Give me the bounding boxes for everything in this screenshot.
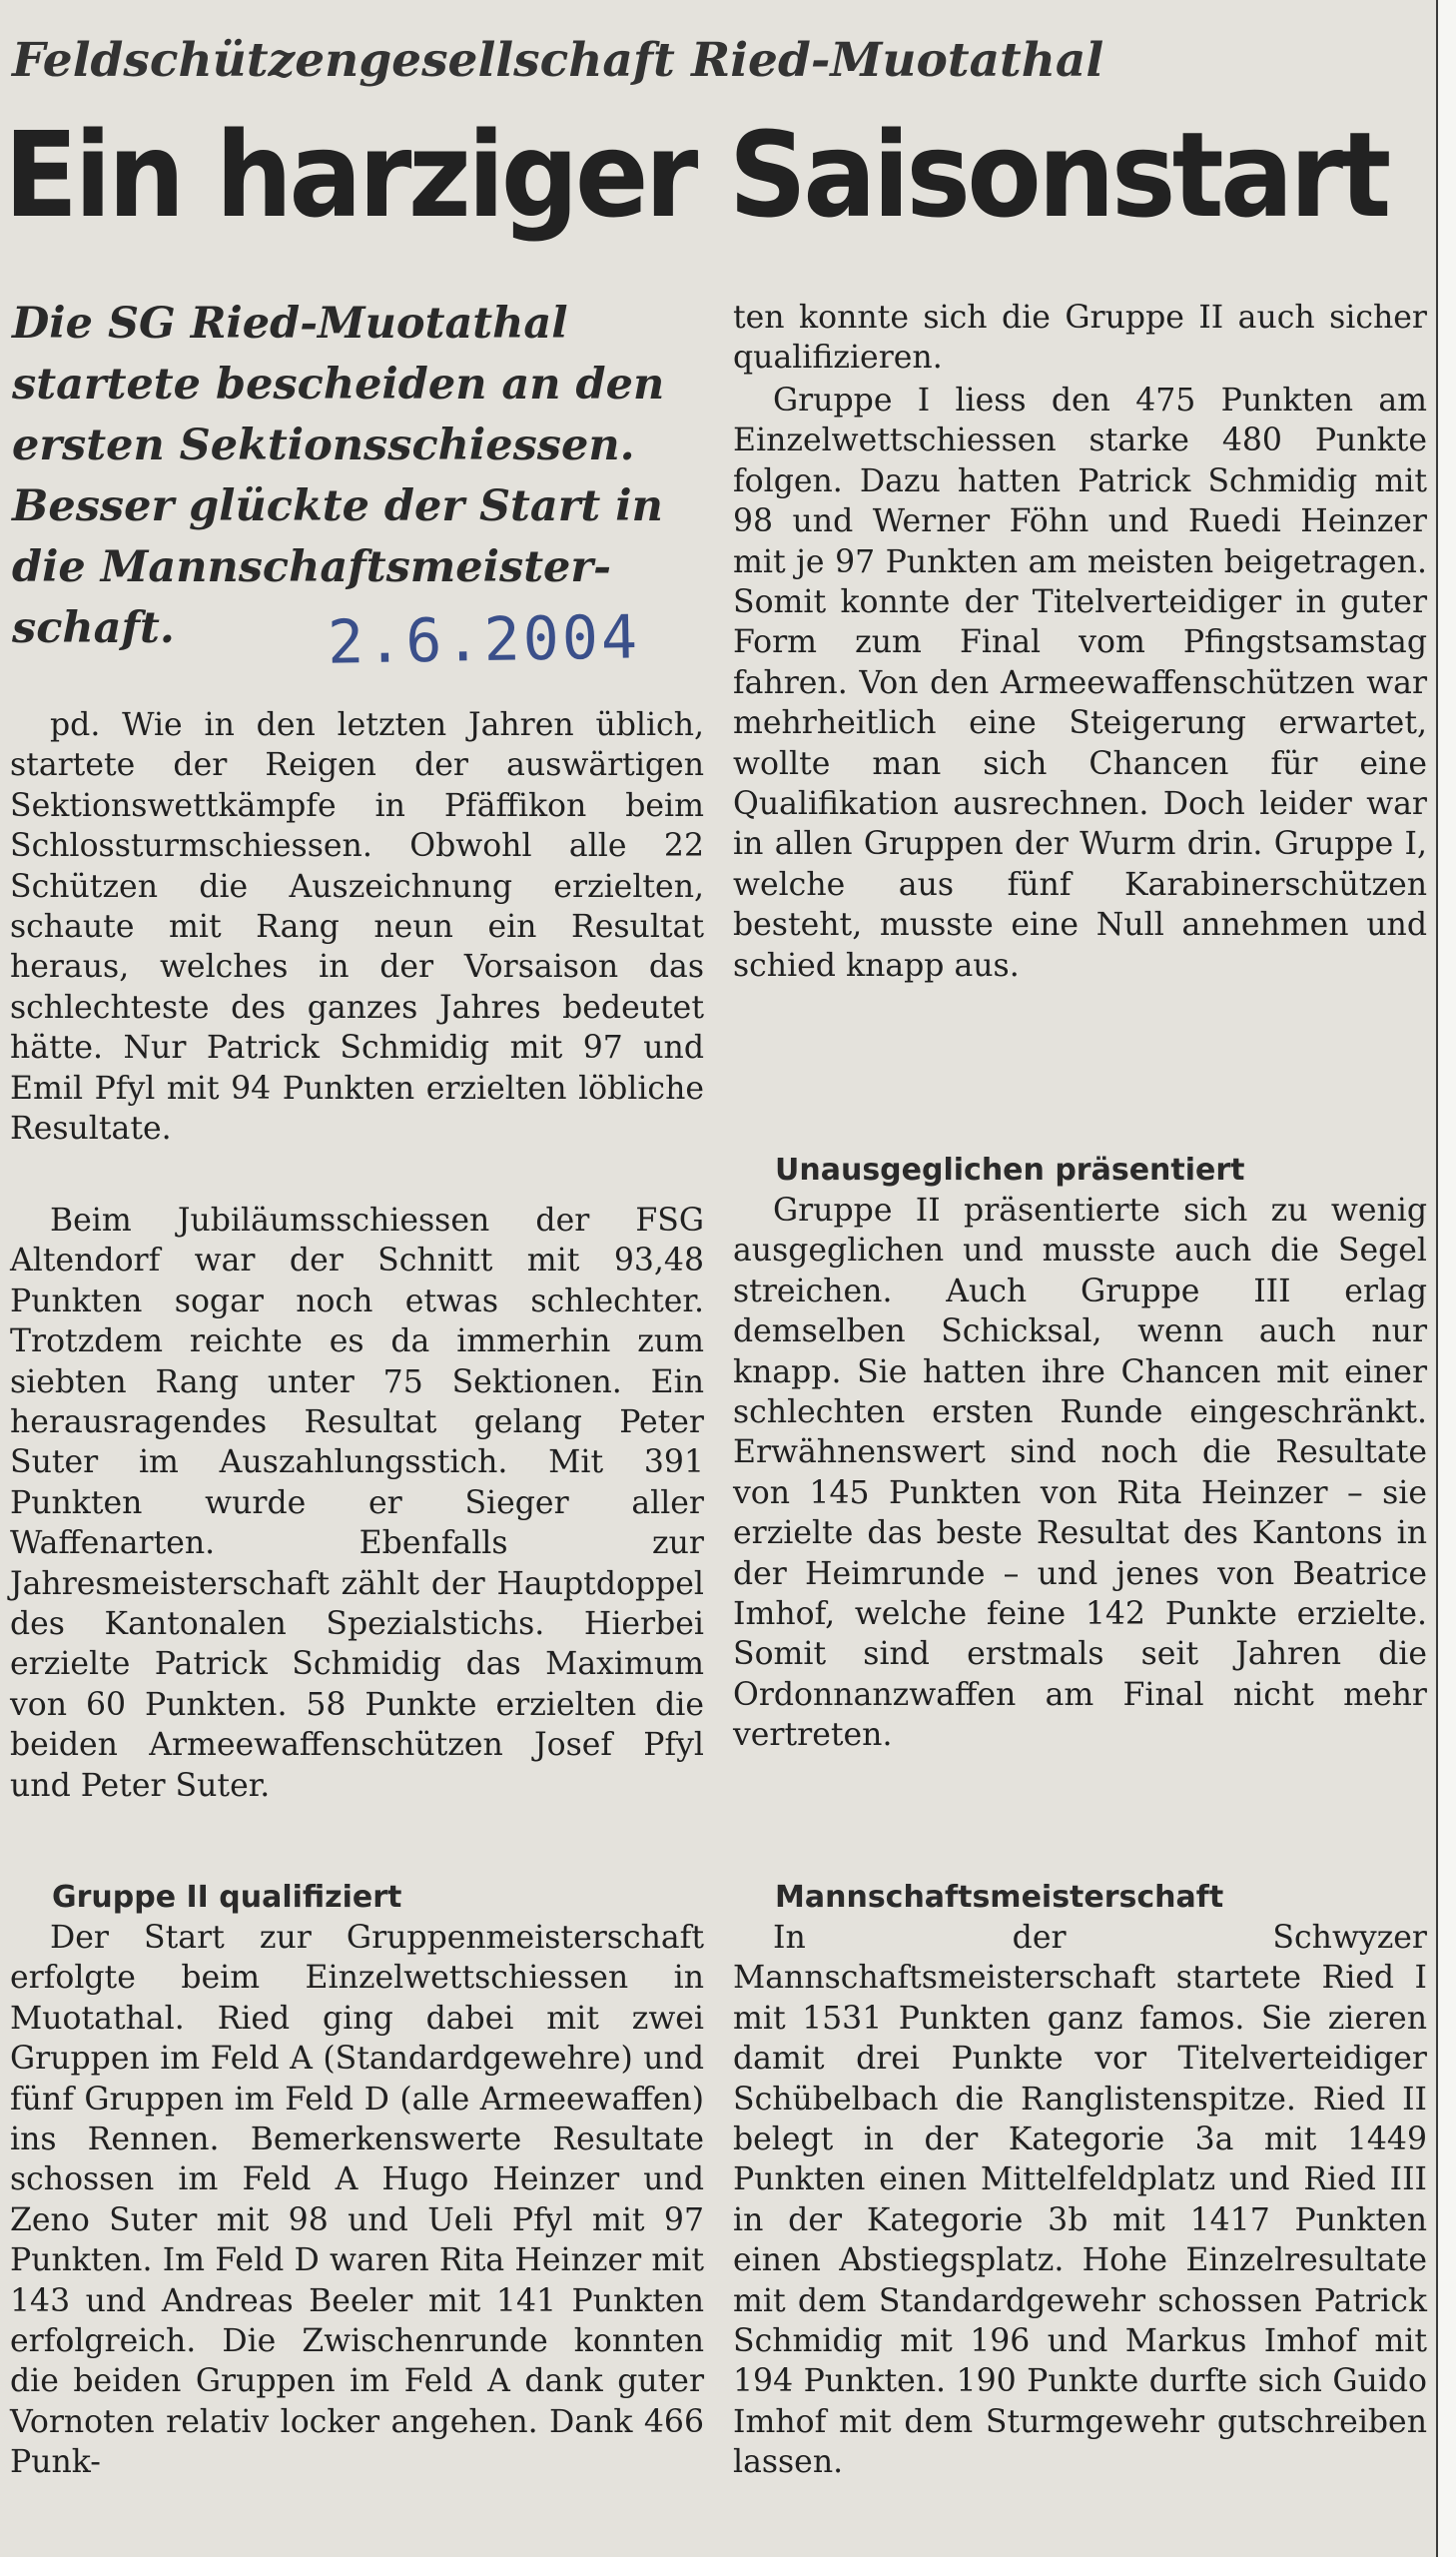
paragraph: Der Start zur Gruppenmeisterschaft erfolgte beim Einzelwettschiessen in Muotathal. Ried ging dabei mit zwei Gruppen im Feld A (Standardgewehre) und fünf Gruppen im Feld D (alle Armeewaffen) ins Rennen. Bemerkenswerte Resultate schossen im Feld A Hugo Heinzer und Zeno Suter mit 98 und Ueli Pfyl mit 97 Punkten. Im Feld D waren Rita Heinzer mit 143 und Andreas Beeler mit 141 Punkten erfolgreich. Die Zwischenrunde konnten die beiden Gruppen im Feld A dank guter Vornoten relativ locker angehen. Dank 466 Punk- <box>10 1920 704 2481</box>
article-headline: Ein harziger Saisonstart <box>4 106 1388 244</box>
paragraph-gruppe-i <box>733 381 1427 986</box>
lead-line: Die SG Ried-Muotathal <box>12 299 568 349</box>
paragraph-gruppenmeisterschaft <box>10 1918 704 2483</box>
paragraph-gruppe-ii-iii <box>733 1191 1427 1756</box>
paragraph-continued <box>733 298 1427 379</box>
lead-line: Besser glückte der Start in <box>12 481 663 531</box>
lead-line: ersten Sektionsschiessen. <box>12 421 635 470</box>
paragraph-altendorf <box>10 1201 704 1806</box>
paragraph: Gruppe II präsentierte sich zu wenig ausgeglichen und musste auch die Segel streichen. Auch Gruppe III erlag demselben Schicksal, wenn auch nur knapp. Sie hatten ihre Chancen mit einer schlechten ersten Runde eingeschränkt. Erwähnenswert sind noch die Resultate von 145 Punkten von Rita Heinzer – sie erzielte das beste Resultat des Kantons in der Heimrunde – und jenes von Beatrice Imhof, welche feine 142 Punkte erzielte. Somit sind erstmals seit Jahren die Ordonnanzwaffen am Final nicht mehr vertreten. <box>733 1193 1427 1754</box>
lead-line: startete bescheiden an den <box>12 360 665 410</box>
subhead-unausgeglichen: Unausgeglichen präsentiert <box>775 1153 1245 1188</box>
article-kicker: Feldschützengesellschaft Ried-Muotathal <box>12 33 1104 88</box>
paragraph: In der Schwyzer Mannschaftsmeisterschaft startete Ried I mit 1531 Punkten ganz famos. Sie zieren damit drei Punkte vor Titelverteidiger Schübelbach die Ranglistenspitze. Ried II belegt in der Kategorie 3a mit 1449 Punkten einen Mittelfeldplatz und Ried III in der Kategorie 3b mit 1417 Punkten einen Abstiegsplatz. Hohe Einzelresultate mit dem Standardgewehr schossen Patrick Schmidig mit 196 und Markus Imhof mit 194 Punkten. 190 Punkte durfte sich Guido Imhof mit dem Sturmgewehr gutschreiben lassen. <box>733 1920 1427 2481</box>
scan-margin <box>1438 0 1456 2557</box>
handwritten-date: 2.6.2004 <box>327 602 641 678</box>
paragraph: Beim Jubiläumsschiessen der FSG Altendorf war der Schnitt mit 93,48 Punkten sogar noch etwas schlechter. Trotzdem reichte es da immerhin zum siebten Rang unter 75 Sektionen. Ein herausragendes Resultat gelang Peter Suter im Auszahlungsstich. Mit 391 Punkten wurde er Sieger aller Waffenarten. Ebenfalls zur Jahresmeisterschaft zählt der Hauptdoppel des Kantonalen Spezialstichs. Hierbei erzielte Patrick Schmidig das Maximum von 60 Punkten. 58 Punkte erzielten die beiden Armeewaffenschützen Josef Pfyl und Peter Suter. <box>10 1203 704 1804</box>
paragraph: ten konnte sich die Gruppe II auch sicher qualifizieren. <box>733 300 1427 377</box>
paragraph-intro <box>10 705 704 1149</box>
lead-line: die Mannschaftsmeister- <box>12 542 611 592</box>
paragraph: Gruppe I liess den 475 Punkten am Einzelwettschiessen starke 480 Punkte folgen. Dazu hatten Patrick Schmidig mit 98 und Werner Föhn und Ruedi Heinzer mit je 97 Punkten am meisten beigetragen. Somit konnte der Titelverteidiger in guter Form zum Final vom Pfingstsamstag fahren. Von den Armeewaffenschützen war mehrheitlich eine Steigerung erwartet, wollte man sich Chancen für eine Qualifikation ausrechnen. Doch leider war in allen Gruppen der Wurm drin. Gruppe I, welche aus fünf Karabinerschützen besteht, musste eine Null annehmen und schied knapp aus. <box>733 383 1427 984</box>
lead-line: schaft. <box>12 603 175 653</box>
paragraph-mannschaftsmeisterschaft <box>733 1918 1427 2483</box>
paragraph: pd. Wie in den letzten Jahren üblich, startete der Reigen der auswärtigen Sektionswettkämpfe in Pfäffikon beim Schlossturmschiessen. Obwohl alle 22 Schützen die Auszeichnung erzielten, schaute mit Rang neun ein Resultat heraus, welches in der Vorsaison das schlechteste des ganzes Jahres bedeutet hätte. Nur Patrick Schmidig mit 97 und Emil Pfyl mit 94 Punkten erzielten löbliche Resultate. <box>10 707 704 1148</box>
subhead-gruppe-ii: Gruppe II qualifiziert <box>52 1880 402 1915</box>
subhead-mannschaftsmeisterschaft: Mannschaftsmeisterschaft <box>775 1880 1224 1915</box>
